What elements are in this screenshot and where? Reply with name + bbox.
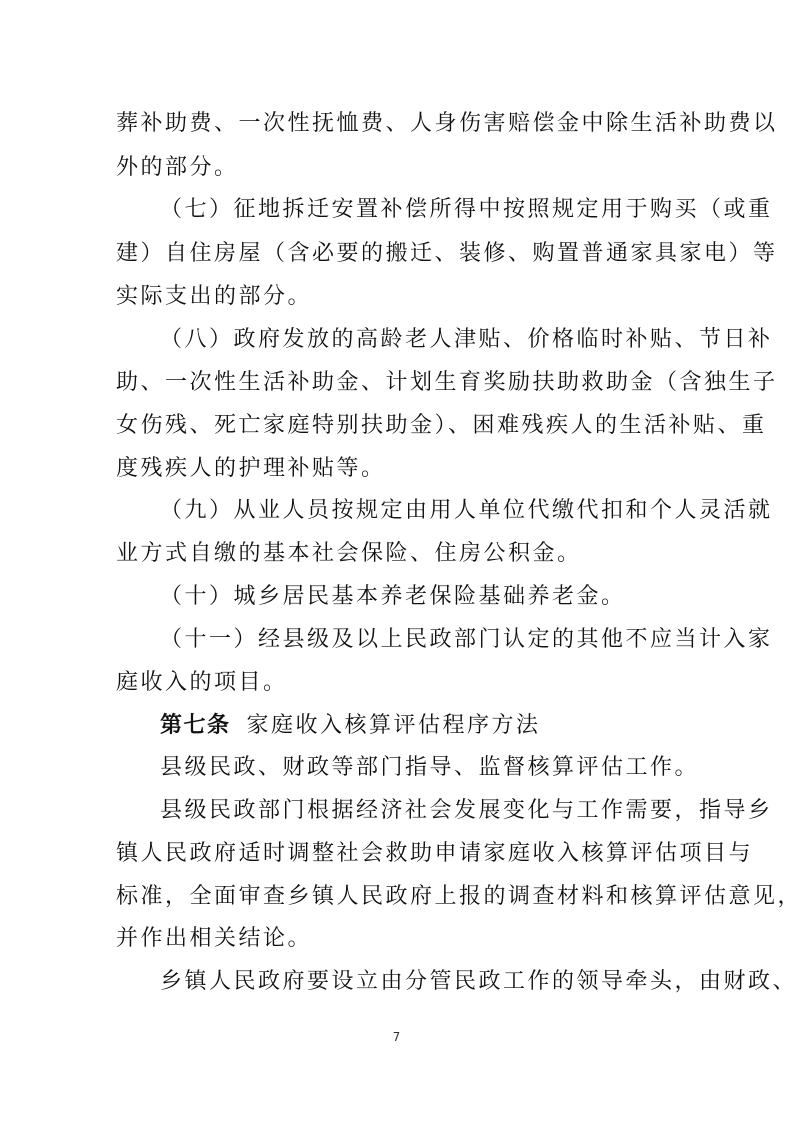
text-line: （十）城乡居民基本养老保险基础养老金。 <box>160 584 626 609</box>
text-line: （八）政府发放的高龄老人津贴、价格临时补贴、节日补 <box>160 327 773 352</box>
text-line: 实际支出的部分。 <box>116 284 313 309</box>
text-line: 标准，全面审查乡镇人民政府上报的调查材料和核算评估意见， <box>116 884 802 909</box>
text-line: 葬补助费、一次性抚恤费、人身伤害赔偿金中除生活补助费以 <box>116 111 778 136</box>
text-line: 乡镇人民政府要设立由分管民政工作的领导牵头，由财政、 <box>160 969 798 994</box>
text-line: 县级民政部门根据经济社会发展变化与工作需要，指导乡 <box>160 798 773 823</box>
text-line: 建）自住房屋（含必要的搬迁、装修、购置普通家具家电）等 <box>116 241 778 266</box>
text-line: 业方式自缴的基本社会保险、住房公积金。 <box>116 541 582 566</box>
text-line: 镇人民政府适时调整社会救助申请家庭收入核算评估项目与 <box>116 841 754 866</box>
page-number: 7 <box>392 1030 401 1044</box>
text-line: 庭收入的项目。 <box>116 670 288 695</box>
text-line: 度残疾人的护理补贴等。 <box>116 456 386 481</box>
text-line: （九）从业人员按规定由用人单位代缴代扣和个人灵活就 <box>160 498 773 523</box>
text-line: 并作出相关结论。 <box>116 926 313 951</box>
article-number: 第七条 <box>160 712 231 738</box>
article-heading: 家庭收入核算评估程序方法 <box>246 713 541 738</box>
text-line: 女伤残、死亡家庭特别扶助金）、困难残疾人的生活补贴、重 <box>116 413 767 438</box>
text-line: 外的部分。 <box>116 155 239 180</box>
text-line: 助、一次性生活补助金、计划生育奖励扶助救助金（含独生子 <box>116 370 778 395</box>
text-line: （七）征地拆迁安置补偿所得中按照规定用于购买（或重 <box>160 197 773 222</box>
article-7-heading-line <box>160 711 686 740</box>
text-line: 县级民政、财政等部门指导、监督核算评估工作。 <box>160 755 700 780</box>
text-line: （十一）经县级及以上民政部门认定的其他不应当计入家 <box>160 627 773 652</box>
